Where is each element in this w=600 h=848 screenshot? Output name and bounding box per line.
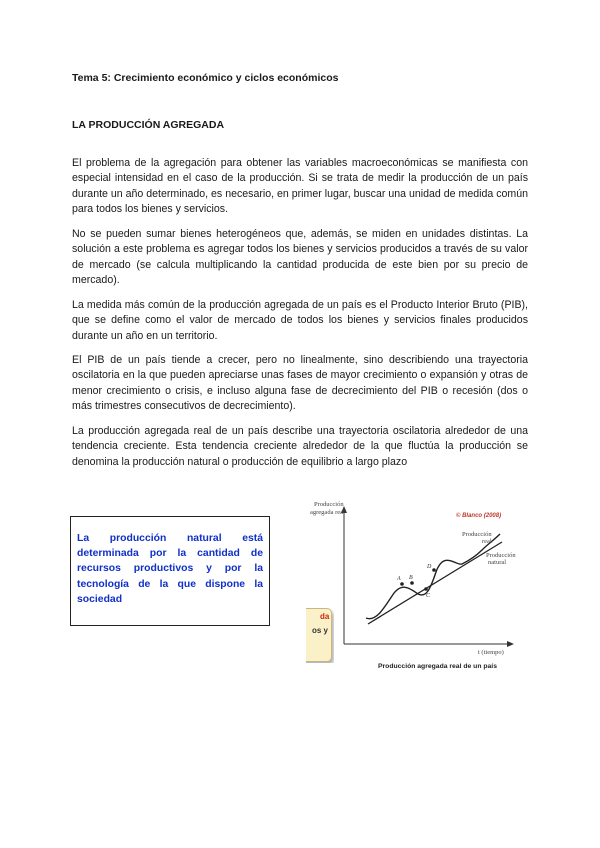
- point-b-marker: [410, 581, 414, 585]
- y-axis-label-2: agregada real: [310, 509, 345, 516]
- callout-text: La producción natural está determinada por la cantidad de recursos productivos y por la tecnología de la que dispone la sociedad: [77, 533, 263, 605]
- point-c-marker: [424, 587, 428, 591]
- point-d-label: D: [427, 564, 432, 570]
- figure-caption: Producción agregada real de un país: [378, 663, 497, 670]
- subject-title: Tema 5: Crecimiento económico y ciclos económicos: [72, 72, 339, 84]
- natural-output-label-1: Producción: [486, 552, 516, 559]
- figure-credit: © Blanco (2008): [456, 513, 502, 519]
- real-output-label-1: Producción: [462, 531, 492, 538]
- point-b-label: B: [409, 575, 413, 581]
- fragment-text-2: os y: [312, 626, 329, 635]
- natural-output-label-2: natural: [488, 559, 507, 566]
- paragraph-market-value: No se pueden sumar bienes heterogéneos que, además, se miden en unidades distintas. La solución a este problema es agregar todos los bienes y servicios producidos a través de su valor de mercado (se calcula multiplicando la cantidad producida de este bien por su precio de mercado).: [72, 228, 528, 287]
- paragraph-oscillation: El PIB de un país tiende a crecer, pero no linealmente, sino describiendo una trayectoria oscilatoria en la que pueden apreciarse unas fases de mayor crecimiento o expansión y otras de menor crecimiento o crisis, e incluso alguna fase de decrecimiento del PIB o recesión (dos o más trimestres consecutivos de decrecimiento).: [72, 354, 528, 413]
- point-d-marker: [432, 568, 436, 572]
- x-axis-label: t (tiempo): [478, 649, 504, 656]
- callout-box: [70, 516, 270, 626]
- output-figure: [306, 500, 532, 674]
- point-a-marker: [400, 582, 404, 586]
- section-heading: LA PRODUCCIÓN AGREGADA: [72, 119, 225, 131]
- point-a-label: A: [397, 576, 401, 582]
- real-output-curve: [366, 534, 500, 619]
- paragraph-natural-output: La producción agregada real de un país describe una trayectoria oscilatoria alrededor de una tendencia creciente. Esta tendencia creciente alrededor de la que fluctúa la producción se denomina la producción natural o producción de equilibrio a largo plazo: [72, 425, 528, 468]
- point-c-label: C: [426, 593, 431, 599]
- y-axis-label-1: Producción: [314, 501, 344, 508]
- natural-output-line: [368, 542, 502, 624]
- real-output-label-2: real: [482, 538, 492, 545]
- paragraph-pib: La medida más común de la producción agregada de un país es el Producto Interior Bruto (PIB), que se define como el valor de mercado de todos los bienes y servicios finales producidos durante un año en un territorio.: [72, 299, 528, 342]
- x-axis-arrow-icon: [507, 641, 514, 647]
- paragraph-aggregation: El problema de la agregación para obtener las variables macroeconómicas se manifiesta con especial intensidad en el caso de la producción. Si se trata de medir la producción de un país durante un año determinado, es necesario, en primer lugar, buscar una unidad de medida común para todos los bienes y servicios.: [72, 157, 528, 216]
- fragment-text-1: da: [320, 612, 330, 621]
